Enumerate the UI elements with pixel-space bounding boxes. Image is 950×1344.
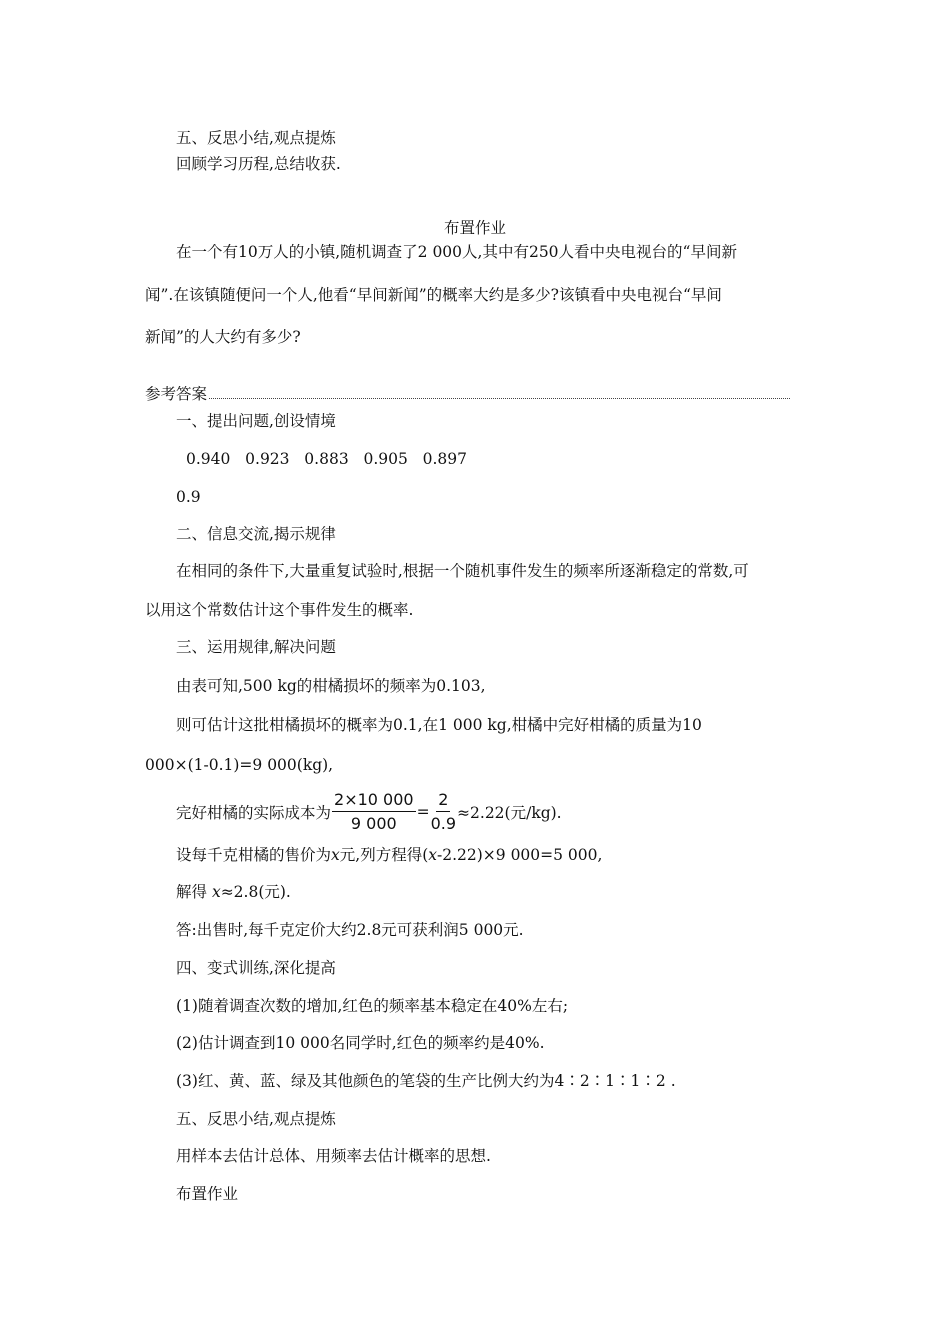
- homework-heading: 布置作业: [176, 1185, 239, 1203]
- homework-paragraph-line-3: 新闻”的人大约有多少?: [145, 328, 301, 346]
- set-text-b: 元,列方程得(: [339, 846, 429, 864]
- set-text-a: 设每千克柑橘的售价为: [176, 846, 332, 864]
- section-5-heading: 五、反思小结,观点提炼: [176, 1110, 336, 1128]
- review-text: 回顾学习历程,总结收获.: [176, 155, 341, 173]
- solve-text-a: 解得: [176, 883, 212, 901]
- fraction-1-numerator: 2×10 000: [332, 790, 416, 812]
- fraction-1-denominator: 9 000: [350, 814, 397, 833]
- variable-x-3: x: [211, 883, 221, 901]
- solution-line: [176, 882, 291, 902]
- section-3-heading: 三、运用规律,解决问题: [176, 638, 336, 656]
- section-4-heading: 四、变式训练,深化提高: [176, 959, 336, 977]
- variable-x: x: [331, 846, 340, 864]
- section-5-line: 用样本去估计总体、用频率去估计概率的思想.: [176, 1147, 491, 1165]
- section-1-result: 0.9: [176, 488, 201, 506]
- section-3-line-2: 则可估计这批柑橘损坏的概率为0.1,在1 000 kg,柑橘中完好柑橘的质量为10: [176, 716, 702, 734]
- dotted-divider: [209, 397, 790, 399]
- set-text-c: -2.22)×9 000=5 000,: [437, 846, 603, 864]
- answers-header: [145, 384, 790, 404]
- variable-x-2: x: [428, 846, 437, 864]
- homework-paragraph-line-1: 在一个有10万人的小镇,随机调查了2 000人,其中有250人看中央电视台的“早间新: [176, 243, 737, 261]
- section-4-item-1: (1)随着调查次数的增加,红色的频率基本稳定在40%左右;: [176, 997, 569, 1015]
- fraction-2-numerator: 2: [436, 790, 450, 812]
- answer-line: 答:出售时,每千克定价大约2.8元可获利润5 000元.: [176, 921, 524, 939]
- section-3-line-1: 由表可知,500 kg的柑橘损坏的频率为0.103,: [176, 677, 486, 695]
- section-3-line-3: 000×(1-0.1)=9 000(kg),: [145, 756, 334, 774]
- section-heading-reflection: 五、反思小结,观点提炼: [176, 129, 336, 147]
- section-4-item-2: (2)估计调查到10 000名同学时,红色的频率约是40%.: [176, 1034, 545, 1052]
- section-2-line-2: 以用这个常数估计这个事件发生的概率.: [145, 601, 414, 619]
- section-4-item-3: (3)红、黄、蓝、绿及其他颜色的笔袋的生产比例大约为4∶2∶1∶1∶2 .: [176, 1072, 676, 1090]
- answers-title: 参考答案: [145, 385, 208, 403]
- equals-sign: =: [416, 803, 430, 821]
- fraction-unit-cost: [431, 790, 456, 834]
- cost-prefix: 完好柑橘的实际成本为: [176, 804, 332, 822]
- fraction-2-denominator: 0.9: [430, 814, 457, 833]
- solve-text-b: ≈2.8(元).: [220, 883, 291, 901]
- section-1-heading: 一、提出问题,创设情境: [176, 412, 336, 430]
- homework-paragraph-line-2: 闻”.在该镇随便问一个人,他看“早间新闻”的概率大约是多少?该镇看中央电视台“早间: [145, 286, 722, 304]
- section-2-heading: 二、信息交流,揭示规律: [176, 525, 336, 543]
- cost-suffix: ≈2.22(元/kg).: [457, 804, 562, 822]
- cost-equation: [176, 790, 562, 834]
- price-equation-line: [176, 845, 602, 865]
- homework-title: 布置作业: [443, 219, 506, 237]
- fraction-total-cost: [332, 790, 416, 834]
- section-2-line-1: 在相同的条件下,大量重复试验时,根据一个随机事件发生的频率所逐渐稳定的常数,可: [176, 562, 749, 580]
- section-1-values: 0.940 0.923 0.883 0.905 0.897: [186, 450, 467, 468]
